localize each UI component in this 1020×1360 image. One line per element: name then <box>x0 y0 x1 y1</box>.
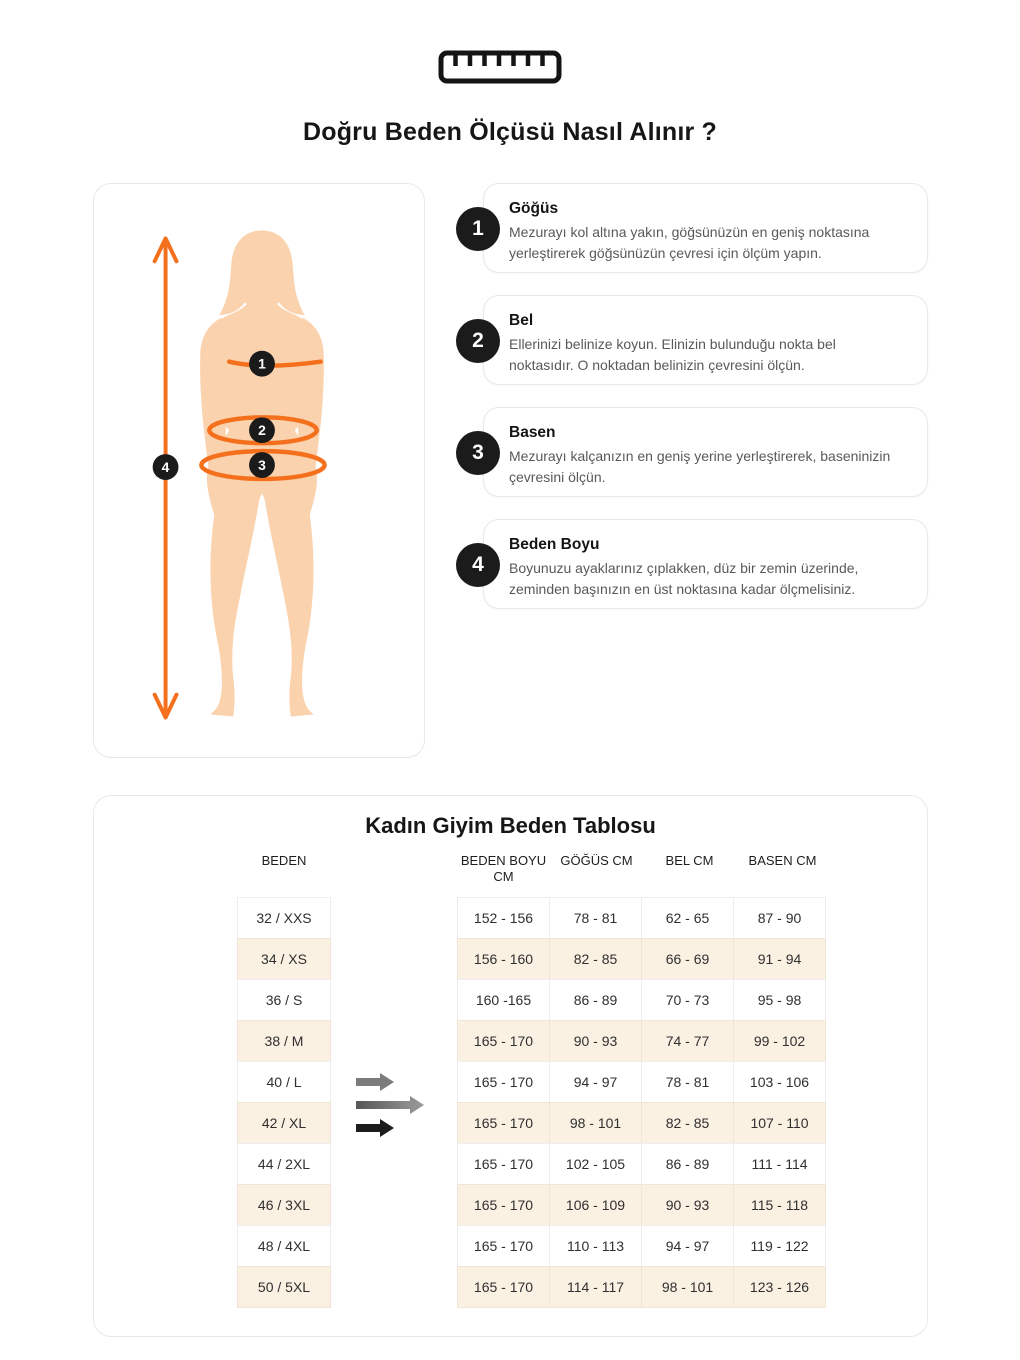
column-header-bel: BEL CM <box>665 853 714 868</box>
cell-gogus: 114 - 117 <box>549 1266 642 1308</box>
cell-spacer <box>331 897 457 939</box>
cell-beden: 42 / XL <box>237 1102 331 1144</box>
instruction-title: Göğüs <box>509 200 559 217</box>
svg-text:1: 1 <box>258 355 266 372</box>
cell-beden-boyu: 165 - 170 <box>457 1266 550 1308</box>
cell-beden: 32 / XXS <box>237 897 331 939</box>
cell-basen: 91 - 94 <box>733 938 826 980</box>
cell-bel: 70 - 73 <box>641 979 734 1021</box>
cell-spacer <box>331 938 457 980</box>
step-number-badge: 2 <box>456 319 500 363</box>
cell-beden-boyu: 165 - 170 <box>457 1020 550 1062</box>
figure-marker-4 <box>153 454 179 480</box>
cell-bel: 74 - 77 <box>641 1020 734 1062</box>
instruction-card <box>472 183 928 273</box>
cell-beden: 36 / S <box>237 979 331 1021</box>
figure-marker-1 <box>249 351 275 377</box>
ruler-icon <box>438 50 562 84</box>
cell-basen: 115 - 118 <box>733 1184 826 1226</box>
cell-gogus: 106 - 109 <box>549 1184 642 1226</box>
cell-gogus: 90 - 93 <box>549 1020 642 1062</box>
cell-beden: 40 / L <box>237 1061 331 1103</box>
cell-beden: 34 / XS <box>237 938 331 980</box>
svg-text:3: 3 <box>258 457 266 474</box>
cell-gogus: 82 - 85 <box>549 938 642 980</box>
instruction-card <box>472 519 928 609</box>
cell-basen: 103 - 106 <box>733 1061 826 1103</box>
cell-gogus: 78 - 81 <box>549 897 642 939</box>
size-table-title: Kadın Giyim Beden Tablosu <box>365 813 656 838</box>
size-table-header-row <box>94 853 927 885</box>
size-table-row <box>94 1102 927 1144</box>
cell-spacer <box>331 1143 457 1185</box>
cell-spacer <box>331 1225 457 1267</box>
instruction-text: Mezurayı kol altına yakın, göğsünüzün en geniş noktasına yerleştirerek göğsünüzün çevresi için ölçüm yapın. <box>509 224 870 261</box>
cell-beden-boyu: 165 - 170 <box>457 1225 550 1267</box>
instruction-cards <box>472 183 928 631</box>
column-header-basen: BASEN CM <box>748 853 817 868</box>
cell-bel: 86 - 89 <box>641 1143 734 1185</box>
instruction-title: Beden Boyu <box>509 536 600 553</box>
size-table-row <box>94 897 927 939</box>
cell-basen: 111 - 114 <box>733 1143 826 1185</box>
figure-marker-3 <box>249 452 275 478</box>
cell-spacer <box>331 1184 457 1226</box>
size-table-row <box>94 1143 927 1185</box>
svg-text:4: 4 <box>161 458 170 475</box>
cell-spacer <box>331 979 457 1021</box>
cell-beden: 44 / 2XL <box>237 1143 331 1185</box>
cell-beden: 46 / 3XL <box>237 1184 331 1226</box>
body-silhouette-illustration <box>94 184 424 757</box>
cell-bel: 82 - 85 <box>641 1102 734 1144</box>
cell-bel: 94 - 97 <box>641 1225 734 1267</box>
column-header-beden-boyu: BEDEN BOYU CM <box>460 853 547 884</box>
size-table-row <box>94 1020 927 1062</box>
cell-gogus: 94 - 97 <box>549 1061 642 1103</box>
cell-bel: 66 - 69 <box>641 938 734 980</box>
size-table-row <box>94 1061 927 1103</box>
figure-marker-2 <box>249 417 275 443</box>
cell-gogus: 102 - 105 <box>549 1143 642 1185</box>
cell-beden: 38 / M <box>237 1020 331 1062</box>
cell-beden-boyu: 165 - 170 <box>457 1143 550 1185</box>
instruction-card <box>472 407 928 497</box>
size-table-row <box>94 1225 927 1267</box>
cell-bel: 98 - 101 <box>641 1266 734 1308</box>
cell-beden-boyu: 165 - 170 <box>457 1184 550 1226</box>
cell-basen: 99 - 102 <box>733 1020 826 1062</box>
instruction-text: Boyunuzu ayaklarınız çıplakken, düz bir zemin üzerinde, zeminden başınızın en üst noktasına kadar ölçmelisiniz. <box>509 560 859 597</box>
instruction-title: Bel <box>509 312 534 329</box>
cell-basen: 87 - 90 <box>733 897 826 939</box>
cell-basen: 123 - 126 <box>733 1266 826 1308</box>
cell-beden-boyu: 165 - 170 <box>457 1061 550 1103</box>
cell-basen: 119 - 122 <box>733 1225 826 1267</box>
instruction-card <box>472 295 928 385</box>
size-table-panel <box>93 795 928 1337</box>
cell-gogus: 98 - 101 <box>549 1102 642 1144</box>
size-table-row <box>94 1266 927 1308</box>
cell-beden: 50 / 5XL <box>237 1266 331 1308</box>
step-number-badge: 1 <box>456 207 500 251</box>
size-table-row <box>94 1184 927 1226</box>
cell-gogus: 86 - 89 <box>549 979 642 1021</box>
size-table-body <box>94 897 927 1308</box>
cell-beden-boyu: 156 - 160 <box>457 938 550 980</box>
cell-bel: 90 - 93 <box>641 1184 734 1226</box>
cell-basen: 95 - 98 <box>733 979 826 1021</box>
instruction-text: Ellerinizi belinize koyun. Elinizin bulunduğu nokta bel noktasıdır. O noktadan belinizin çevresini ölçün. <box>509 336 836 373</box>
cell-beden-boyu: 160 -165 <box>457 979 550 1021</box>
size-table-row <box>94 979 927 1021</box>
size-table-row <box>94 938 927 980</box>
cell-spacer <box>331 1020 457 1062</box>
cell-gogus: 110 - 113 <box>549 1225 642 1267</box>
column-header-beden: BEDEN <box>261 853 307 868</box>
cell-basen: 107 - 110 <box>733 1102 826 1144</box>
step-number-badge: 4 <box>456 543 500 587</box>
column-header-gogus: GÖĞÜS CM <box>560 853 633 868</box>
svg-text:2: 2 <box>258 422 266 439</box>
cell-bel: 62 - 65 <box>641 897 734 939</box>
instruction-title: Basen <box>509 424 556 441</box>
step-number-badge: 3 <box>456 431 500 475</box>
cell-beden-boyu: 165 - 170 <box>457 1102 550 1144</box>
instruction-text: Mezurayı kalçanızın en geniş yerine yerleştirerek, baseninizin çevresini ölçün. <box>509 448 891 485</box>
cell-spacer <box>331 1266 457 1308</box>
size-pointer-arrows-icon <box>356 1068 436 1140</box>
page-title: Doğru Beden Ölçüsü Nasıl Alınır ? <box>302 118 718 146</box>
body-measurement-figure <box>93 183 425 758</box>
cell-beden-boyu: 152 - 156 <box>457 897 550 939</box>
cell-beden: 48 / 4XL <box>237 1225 331 1267</box>
cell-bel: 78 - 81 <box>641 1061 734 1103</box>
